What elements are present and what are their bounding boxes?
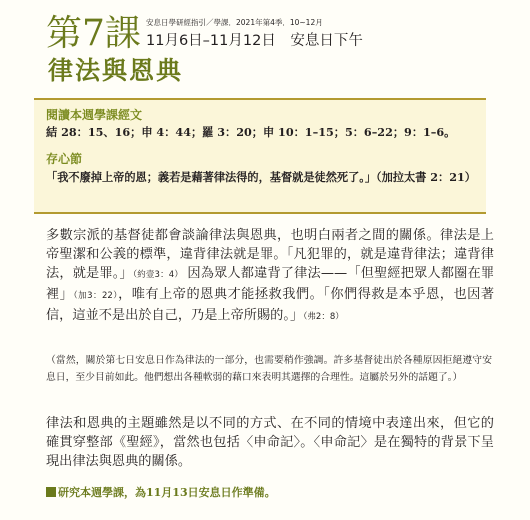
- date-range: 11月6日–11月12日 安息日下午: [146, 33, 363, 49]
- study-instruction-text: 研究本週學課，為11月13日安息日作準備。: [58, 486, 276, 499]
- sabbath-note: （當然，關於第七日安息日作為律法的一部分，也需要稍作強調。許多基督徒出於各種原因拒絕遵守安息日，至少目前如此。他們想出各種軟弱的藉口來表明其選擇的合理性。這屬於另外的話題了。）: [46, 355, 492, 383]
- scripture-ref: （弗2：8）: [303, 312, 344, 322]
- lesson-header: [46, 14, 506, 94]
- lesson-number: 第7課: [46, 13, 141, 54]
- scripture-box: [34, 98, 486, 214]
- theme-paragraph: 律法和恩典的主題雖然是以不同的方式、在不同的情境中表達出來，但它的確貫穿整部《聖經》，當然也包括〈申命記〉。〈申命記〉是在獨特的背景下呈現出律法與恩典的關係。: [46, 416, 494, 469]
- memory-verse-text: 「我不廢掉上帝的恩；義若是藉著律法得的，基督就是徒然死了。」（加拉太書 2：21）: [46, 170, 476, 184]
- reading-text: 結 28：15、16；申 4：44；羅 3：20；申 10：1–15；5：6–22；9：1–6。: [46, 125, 456, 139]
- intro-text-3: ，唯有上帝的恩典才能拯救我們。「你們得救是本乎恩，也因著信，這並不是出於自己，乃是上帝所賜的。」: [46, 287, 495, 323]
- reading-label: 閱讀本週學課經文: [46, 108, 143, 122]
- scripture-ref: （約壹3：4）: [132, 270, 184, 280]
- lesson-title: 律法與恩典: [48, 56, 184, 85]
- square-bullet-icon: [46, 487, 56, 497]
- scripture-ref: （加3：22）: [73, 291, 119, 301]
- intro-text-2: 因為眾人都違背了律法——「但聖經把眾人都圈在罪裡」: [46, 266, 495, 302]
- intro-paragraph: [46, 226, 494, 327]
- intro-text-1: 多數宗派的基督徒都會談論律法與恩典，也明白兩者之間的關係。律法是上帝聖潔和公義的標準，違背律法就是罪。「凡犯罪的，就是違背律法；違背律法，就是罪。」: [46, 228, 494, 281]
- publication-meta: 安息日學研經指引／學課．2021年第4季．10~12月: [146, 18, 323, 27]
- study-instruction: [46, 485, 276, 501]
- memory-verse-label: 存心節: [46, 152, 83, 166]
